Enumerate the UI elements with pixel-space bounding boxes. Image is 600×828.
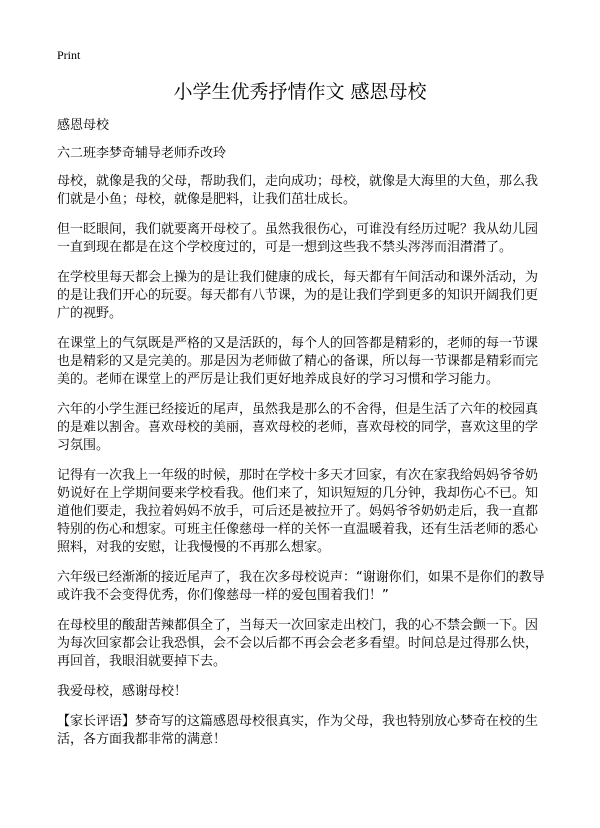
paragraph-3: 在学校里每天都会上操为的是让我们健康的成长，每天都有午间活动和课外活动，为的是让我们开心的玩耍。每天都有八节课，为的是让我们学到更多的知识开阔我们更广的视野。 [57,270,539,321]
article-subtitle: 感恩母校 [57,118,110,133]
paragraph-5: 六年的小学生涯已经接近的尾声，虽然我是那么的不舍得，但是生活了六年的校园真的是难以割舍。喜欢母校的美丽，喜欢母校的老师，喜欢母校的同学，喜欢这里的学习氛围。 [57,402,539,453]
paragraph-8: 在母校里的酸甜苦辣都俱全了，当每天一次回家走出校门，我的心不禁会颤一下。因为每次回家都会让我恐惧，会不会以后都不再会会老多看望。时间总是过得那么快，再回首，我眼泪就要掉下去。 [57,618,539,669]
parent-comment: 【家长评语】梦奇写的这篇感恩母校很真实，作为父母，我也特别放心梦奇在校的生活，各方面我都非常的满意！ [57,714,539,747]
article-title: 小学生优秀抒情作文 感恩母校 [173,81,427,103]
print-link[interactable]: Print [57,48,81,62]
article-body [57,117,549,761]
article-author: 六二班李梦奇辅导老师乔改玲 [57,146,227,161]
paragraph-4: 在课堂上的气氛既是严格的又是活跃的，每个人的回答都是精彩的，老师的每一节课也是精彩的又是完美的。那是因为老师做了精心的备课，所以每一节课都是精彩而完美的。老师在课堂上的严厉是让我们更好地养成良好的学习习惯和学习能力。 [57,336,539,387]
paragraph-7: 六年级已经渐渐的接近尾声了，我在次多母校说声：“谢谢你们，如果不是你们的教导或许我不会变得优秀，你们像慈母一样的爱包围着我们！” [57,570,545,603]
paragraph-6: 记得有一次我上一年级的时候，那时在学校十多天才回家，有次在家我给妈妈爷爷奶奶说好在上学期间要来学校看我。他们来了，知识短短的几分钟，我却伤心不已。知道他们要走，我拉着妈妈不放手，可后还是被拉开了。妈妈爷爷奶奶走后，我一直都特别的伤心和想家。可班主任像慈母一样的关怀一直温暖着我，还有生活老师的悉心照料，对我的安慰，让我慢慢的不再那么想家。 [57,468,539,555]
paragraph-9: 我爱母校，感谢母校！ [57,684,188,699]
paragraph-2: 但一眨眼间，我们就要离开母校了。虽然我很伤心，可谁没有经历过呢？我从幼儿园一直到现在都是在这个学校度过的，可是一想到这些我不禁头涔涔而泪潸潸了。 [57,222,539,255]
paragraph-1: 母校，就像是我的父母，帮助我们，走向成功；母校，就像是大海里的大鱼，那么我们就是小鱼；母校，就像是肥料，让我们茁壮成长。 [57,174,539,207]
